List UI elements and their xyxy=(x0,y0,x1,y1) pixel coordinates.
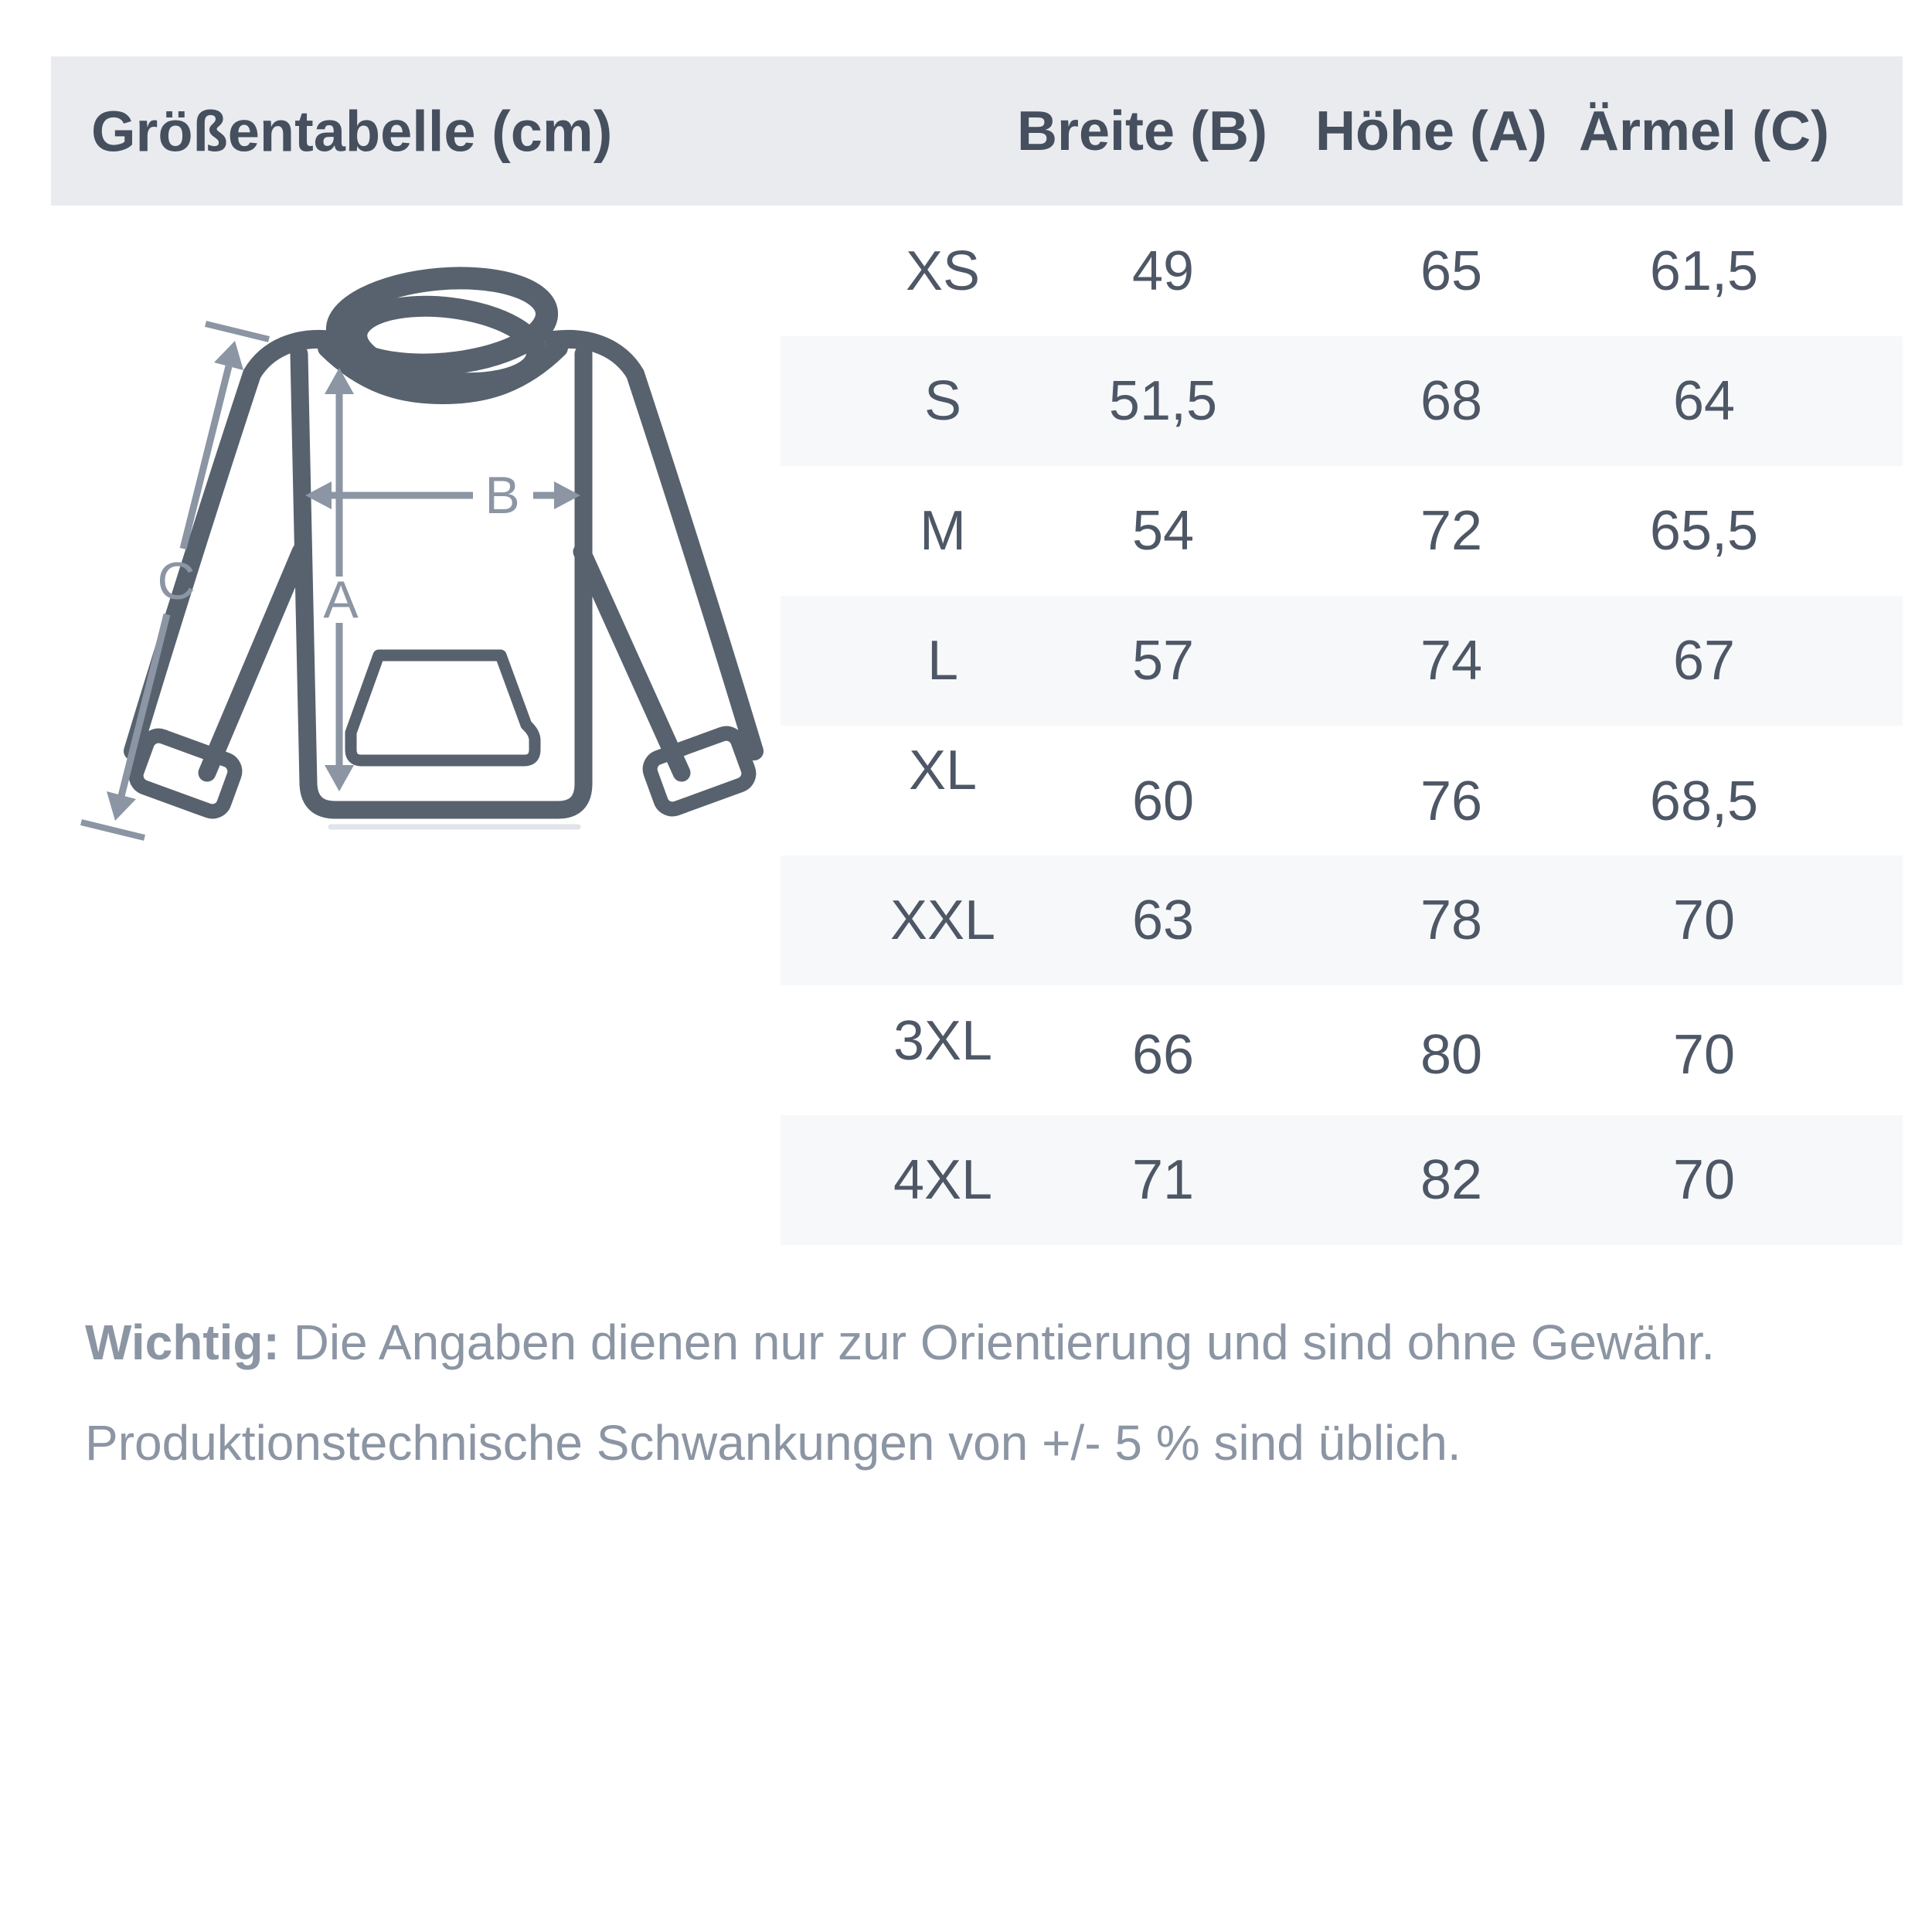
aermel-cell: 64 xyxy=(1672,370,1736,432)
aermel-cell: 68,5 xyxy=(1649,770,1759,832)
arrow-b xyxy=(305,481,580,509)
table-row xyxy=(781,855,1903,985)
column-header-aermel: Ärmel (C) xyxy=(1578,100,1830,162)
hoodie-diagram xyxy=(62,216,796,873)
size-cell: 4XL xyxy=(893,1149,993,1211)
table-row xyxy=(781,985,1903,1115)
size-cell: XXL xyxy=(889,889,996,951)
size-cell: L xyxy=(927,630,959,692)
disclaimer-text-2: Produktionstechnische Schwankungen von +/- 5 % sind üblich. xyxy=(85,1415,1461,1471)
aermel-cell: 70 xyxy=(1672,1024,1736,1086)
dimension-label-b: B xyxy=(485,466,520,525)
page-title: Größentabelle (cm) xyxy=(91,99,613,163)
hoehe-cell: 76 xyxy=(1420,770,1483,832)
table-row xyxy=(781,596,1903,726)
hoehe-cell: 68 xyxy=(1420,370,1483,432)
disclaimer-bold-prefix: Wichtig: xyxy=(85,1315,280,1370)
hoehe-cell: 78 xyxy=(1420,889,1483,951)
arrow-c-head-top xyxy=(214,341,243,370)
breite-cell: 66 xyxy=(1131,1024,1195,1086)
aermel-cell: 61,5 xyxy=(1649,240,1759,302)
size-cell: S xyxy=(923,370,962,432)
dimension-label-a: A xyxy=(323,570,359,629)
arrow-c-head-bottom xyxy=(107,791,136,821)
table-row xyxy=(781,206,1903,336)
size-cell: XS xyxy=(905,240,981,302)
table-row xyxy=(781,726,1903,855)
pocket-outline xyxy=(351,655,535,760)
table-row xyxy=(781,336,1903,466)
right-sleeve-inner xyxy=(582,552,682,773)
table-row xyxy=(781,1115,1903,1245)
arrow-c-tick-top xyxy=(206,324,269,339)
table-header-bar xyxy=(51,56,1903,206)
aermel-cell: 70 xyxy=(1672,889,1736,951)
breite-cell: 54 xyxy=(1131,500,1195,562)
hoehe-cell: 80 xyxy=(1420,1024,1483,1086)
dimension-label-c: C xyxy=(157,552,196,611)
hoehe-cell: 72 xyxy=(1420,500,1483,562)
disclaimer-text-1: Die Angaben dienen nur zur Orientierung und sind ohne Gewähr. xyxy=(279,1315,1716,1370)
aermel-cell: 67 xyxy=(1672,630,1736,692)
table-row xyxy=(781,466,1903,596)
breite-cell: 63 xyxy=(1131,889,1195,951)
left-sleeve-inner xyxy=(207,552,301,773)
breite-cell: 51,5 xyxy=(1108,370,1218,432)
aermel-cell: 65,5 xyxy=(1649,500,1759,562)
size-table xyxy=(781,206,1903,1245)
disclaimer-line-2 xyxy=(85,1393,1862,1493)
column-header-breite: Breite (B) xyxy=(1016,100,1268,162)
hoehe-cell: 65 xyxy=(1420,240,1483,302)
breite-cell: 49 xyxy=(1131,240,1195,302)
disclaimer-note xyxy=(85,1292,1862,1493)
arrow-a-head-down xyxy=(325,765,354,791)
breite-cell: 71 xyxy=(1131,1149,1195,1211)
size-cell: M xyxy=(920,500,966,562)
hoehe-cell: 82 xyxy=(1420,1149,1483,1211)
size-cell: 3XL xyxy=(893,1010,993,1072)
disclaimer-line-1 xyxy=(85,1292,1862,1393)
size-cell: XL xyxy=(908,740,978,801)
breite-cell: 57 xyxy=(1131,630,1195,692)
aermel-cell: 70 xyxy=(1672,1149,1736,1211)
breite-cell: 60 xyxy=(1131,770,1195,832)
column-header-hoehe: Höhe (A) xyxy=(1315,100,1547,162)
hoehe-cell: 74 xyxy=(1420,630,1483,692)
arrow-c-tick-bottom xyxy=(81,822,145,838)
